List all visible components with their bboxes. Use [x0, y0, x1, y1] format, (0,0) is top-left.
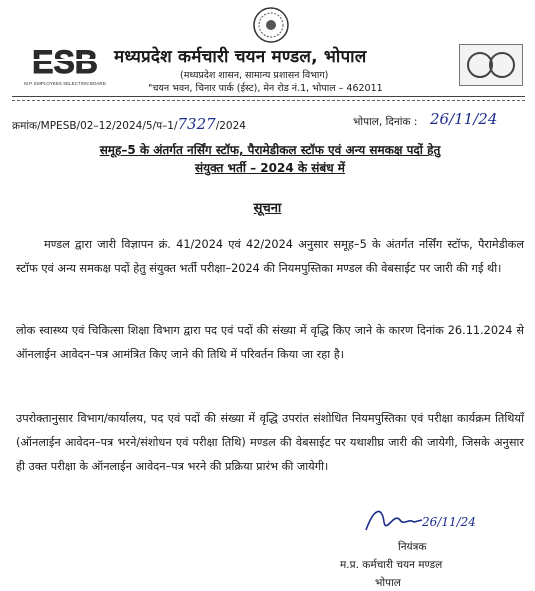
esb-logo-text: ESB [32, 44, 98, 80]
campaign-logo [459, 44, 523, 86]
handwritten-date: 26/11/24 [430, 110, 498, 128]
subject-line-2: संयुक्त भर्ती – 2024 के संबंध में [195, 161, 345, 175]
handwritten-reference-number: 7327 [177, 115, 216, 133]
paragraph-1: मण्डल द्वारा जारी विज्ञापन क्रं. 41/2024 एवं 42/2024 अनुसार समूह–5 के अंतर्गत नर्सिंग स्टॉफ, पैरामेडीकल स्टॉफ एवं अन्य समकक्ष पदों हेतु संयुक्त भर्ती परीक्षा–2024 की नियमपुस्तिका मण्डल की वेबसाईट पर जारी की गई थी। [16, 238, 524, 275]
reference-suffix: /2024 [215, 120, 246, 132]
reference-number [12, 115, 246, 133]
header-divider [12, 96, 525, 97]
reference-prefix: क्रमांक/MPESB/02–12/2024/5/प–1/ [12, 120, 178, 132]
signatory-city: भोपाल [375, 577, 401, 589]
org-title: मध्यप्रदेश कर्मचारी चयन मण्डल, भोपाल [114, 47, 367, 67]
subject-line-1: समूह–5 के अंतर्गत नर्सिंग स्टॉफ, पैरामेडीकल स्टॉफ एवं अन्य समकक्ष पदों हेतु [99, 143, 441, 157]
signatory-organization: म.प्र. कर्मचारी चयन मण्डल [340, 559, 443, 571]
esb-logo [24, 40, 106, 90]
signatory-title: नियंत्रक [398, 541, 427, 553]
notice-title: सूचना [253, 201, 282, 216]
signature-date: 26/11/24 [422, 515, 476, 529]
state-emblem [250, 6, 292, 46]
signature [360, 500, 476, 542]
subject [40, 141, 500, 177]
esb-logo-caption: M.P. EMPLOYEES SELECTION BOARD [24, 81, 106, 86]
paragraph-3: उपरोक्तानुसार विभाग/कार्यालय, पद एवं पदों की संख्या में वृद्धि उपरांत संशोधित नियमपुस्तिका एवं परीक्षा कार्यक्रम तिथियॉं (ऑनलाईन आवेदन–पत्र भरने/संशोधन एवं परीक्षा तिथि) मण्डल की वेबसाईट पर यथाशीघ्र जारी की जायेगी, जिसके अनुसार ही उक्त परीक्षा के ऑनलाईन आवेदन–पत्र भरने की प्रक्रिया प्रारंभ की जायेगी। [16, 412, 524, 473]
org-address: "चयन भवन, चिनार पार्क (ईस्ट), मेन रोड नं.1, भोपाल – 462011 [148, 83, 383, 94]
org-subtitle: (मध्यप्रदेश शासन, सामान्य प्रशासन विभाग) [180, 70, 329, 81]
header-divider-dashed [12, 100, 525, 101]
date-label: भोपाल, दिनांक : [353, 116, 418, 128]
paragraph-2: लोक स्वास्थ्य एवं चिकित्सा शिक्षा विभाग द्वारा पद एवं पदों की संख्या में वृद्धि किए जाने के कारण दिनांक 26.11.2024 से ऑनलाईन आवेदन–पत्र आमंत्रित किए जाने की तिथि में परिवर्तन किया जा रहा है। [16, 324, 524, 361]
